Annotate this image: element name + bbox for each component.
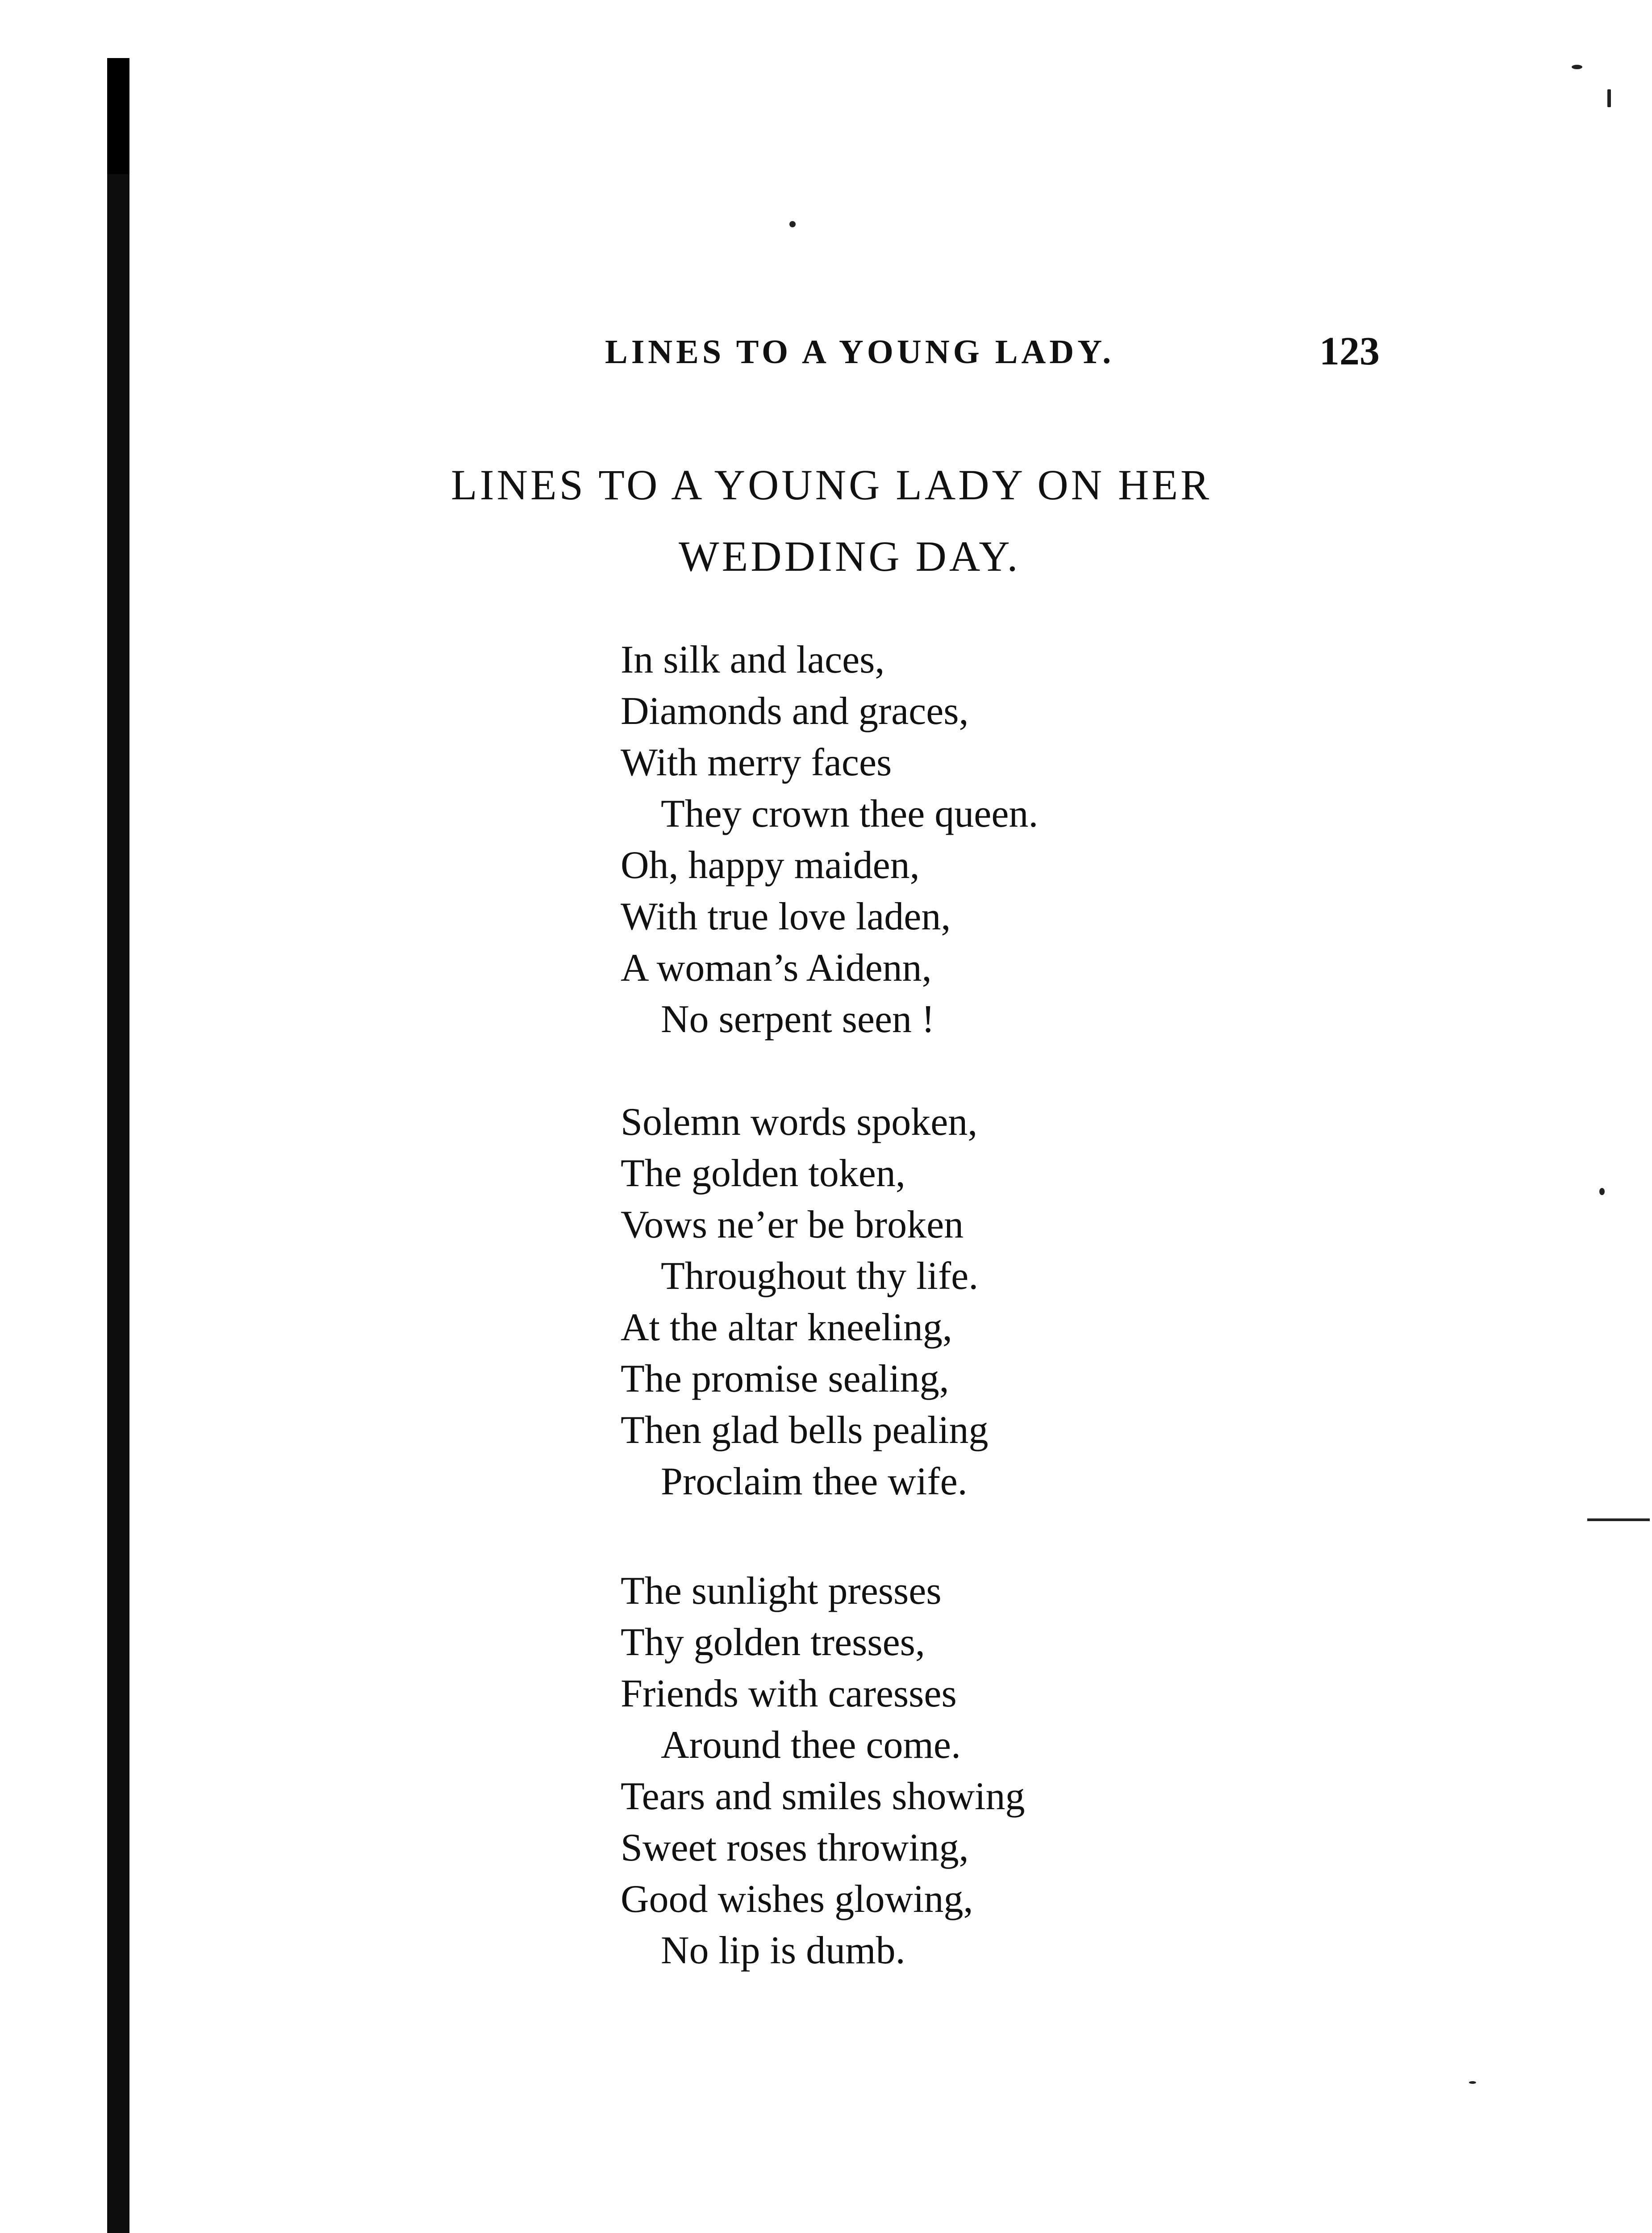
poem-title-line-1: LINES TO A YOUNG LADY ON HER (451, 461, 1212, 509)
stanza-2 (621, 1096, 1246, 1507)
scan-mark (1587, 1518, 1650, 1521)
poem-line: In silk and laces, (621, 638, 885, 682)
poem-line: Good wishes glowing, (621, 1878, 973, 1921)
stanza-3 (621, 1565, 1246, 1976)
poem-line: Around thee come. (661, 1723, 961, 1767)
poem-line: Then glad bells pealing (621, 1409, 989, 1452)
scan-speck (1607, 89, 1611, 107)
poem-line: Diamonds and graces, (621, 690, 969, 733)
poem-line: Solemn words spoken, (621, 1100, 978, 1144)
poem-line: They crown thee queen. (661, 792, 1039, 836)
scan-speck (1572, 65, 1582, 69)
poem-line: Vows ne’er be broken (621, 1203, 964, 1246)
scan-speck (1599, 1188, 1605, 1195)
stanza-1 (621, 634, 1246, 1045)
poem-line: Sweet roses throwing, (621, 1826, 969, 1869)
poem-line: The promise sealing, (621, 1357, 949, 1401)
running-head: LINES TO A YOUNG LADY. (605, 333, 1115, 371)
poem-line: The golden token, (621, 1152, 905, 1195)
poem-line: Oh, happy maiden, (621, 844, 920, 887)
scan-speck (789, 221, 796, 227)
poem-line: The sunlight presses (621, 1569, 942, 1613)
poem-title-line-2: WEDDING DAY. (679, 532, 1021, 580)
poem-line: With merry faces (621, 741, 892, 784)
poem-line: Thy golden tresses, (621, 1621, 925, 1664)
page-number: 123 (1319, 329, 1380, 373)
binding-edge-bar (107, 58, 129, 2233)
poem-line: Tears and smiles showing (621, 1775, 1025, 1818)
poem-line: Friends with caresses (621, 1672, 957, 1715)
poem-line: Proclaim thee wife. (661, 1460, 968, 1503)
poem-line: A woman’s Aidenn, (621, 946, 932, 990)
scan-speck (1469, 2081, 1476, 2084)
poem-line: Throughout thy life. (661, 1254, 979, 1298)
poem-line: With true love laden, (621, 895, 951, 938)
poem-line: No serpent seen ! (661, 998, 935, 1041)
poem-line: At the altar kneeling, (621, 1306, 952, 1349)
poem-line: No lip is dumb. (661, 1929, 905, 1972)
